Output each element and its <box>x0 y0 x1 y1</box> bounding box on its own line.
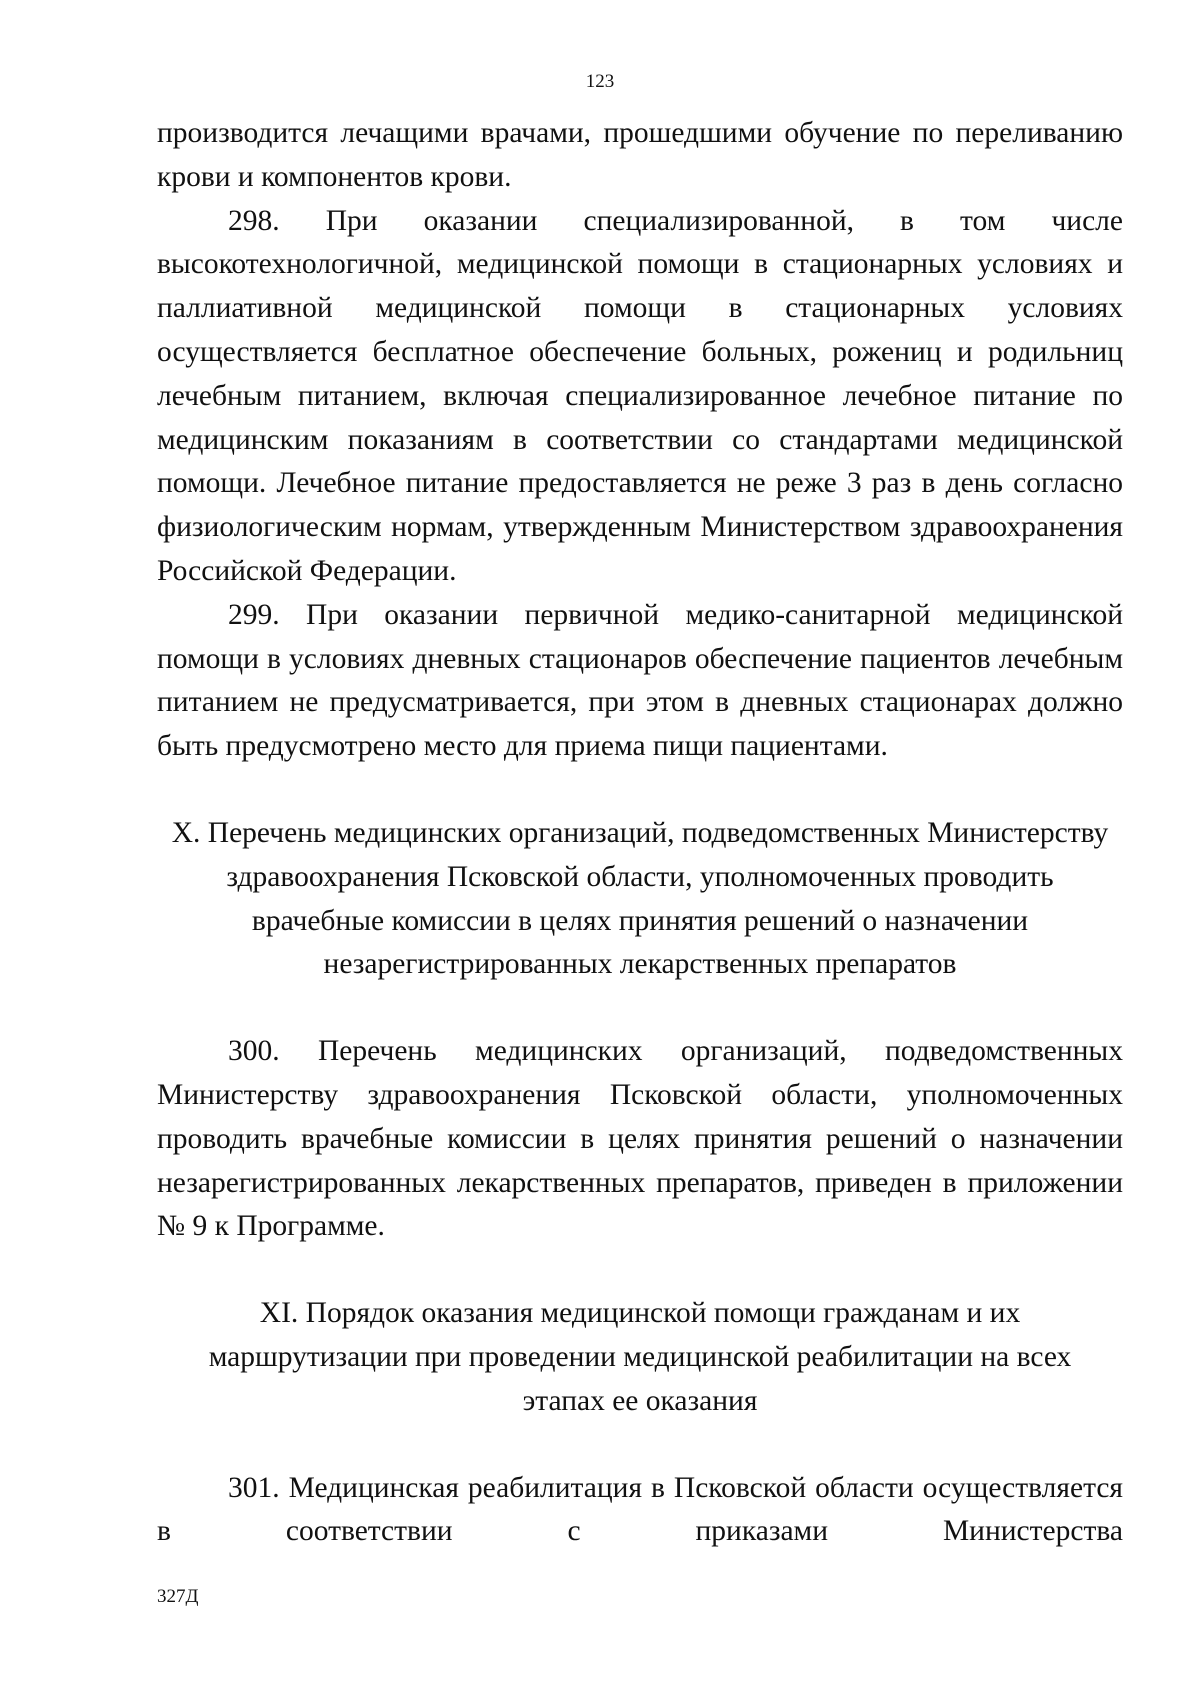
paragraph-continuation: производится лечащими врачами, прошедшими обучение по переливанию крови и компонентов крови. <box>157 117 1123 193</box>
section-xi-heading: XI. Порядок оказания медицинской помощи гражданам и их маршрутизации при проведении медицинской реабилитации на всех этапах ее оказания <box>208 1297 1072 1417</box>
document-code: 327Д <box>157 1586 199 1607</box>
section-x-heading: X. Перечень медицинских организаций, подведомственных Министерству здравоохранения Псковской области, уполномоченных проводить врачебные комиссии в целях принятия решений о назначении незарегистрированных лекарственных препаратов <box>171 816 1109 981</box>
paragraph-301: 301. Медицинская реабилитация в Псковской области осуществляется в соответствии с приказами Министерства <box>157 1471 1123 1548</box>
document-body <box>157 112 1123 1554</box>
paragraph-299: 299. При оказании первичной медико-санитарной медицинской помощи в условиях дневных стационаров обеспечение пациентов лечебным питанием не предусматривается, при этом в дневных стационарах должно быть предусмотрено место для приема пищи пациентами. <box>157 598 1123 763</box>
page-number: 123 <box>585 71 615 92</box>
paragraph-300: 300. Перечень медицинских организаций, подведомственных Министерству здравоохранения Псковской области, уполномоченных проводить врачебные комиссии в целях принятия решений о назначении незарегистрированных лекарственных препаратов, приведен в приложении № 9 к Программе. <box>157 1035 1123 1243</box>
paragraph-298: 298. При оказании специализированной, в том числе высокотехнологичной, медицинской помощи в стационарных условиях и паллиативной медицинской помощи в стационарных условиях осуществляется бесплатное обеспечение больных, рожениц и родильниц лечебным питанием, включая специализированное лечебное питание по медицинским показаниям в соответствии со стандартами медицинской помощи. Лечебное питание предоставляется не реже 3 раз в день согласно физиологическим нормам, утвержденным Министерством здравоохранения Российской Федерации. <box>157 204 1123 587</box>
